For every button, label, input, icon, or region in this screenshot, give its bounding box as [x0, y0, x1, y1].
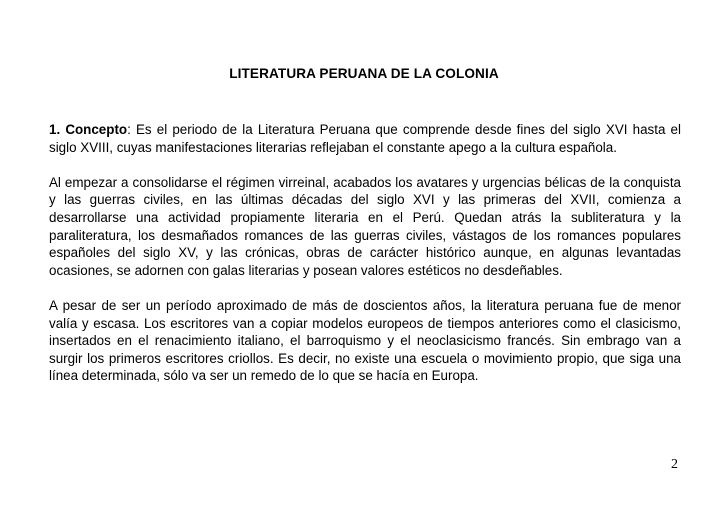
- paragraph-concepto: [49, 121, 681, 156]
- paragraph-3: A pesar de ser un período aproximado de más de doscientos años, la literatura peruana fue de menor valía y escasa. Los escritores van a copiar modelos europeos de tiempos anteriores como el clasicismo, insertados en el renacimiento italiano, el barroquismo y el neoclasicismo francés. Sin embrago van a surgir los primeros escritores criollos. Es decir, no existe una escuela o movimiento propio, que siga una línea determinada, sólo va ser un remedo de lo que se hacía en Europa.: [49, 297, 681, 384]
- page-number: 2: [671, 457, 678, 472]
- section-definition: : Es el periodo de la Literatura Peruana que comprende desde fines del siglo XVI hasta el siglo XVIII, cuyas manifestaciones literarias reflejaban el constante apego a la cultura española.: [49, 122, 681, 155]
- section-term: 1. Concepto: [49, 122, 128, 137]
- paragraph-2: Al empezar a consolidarse el régimen virreinal, acabados los avatares y urgencias bélicas de la conquista y las guerras civiles, en las últimas décadas del siglo XVI y las primeras del XVII, comienza a desarrollarse una actividad propiamente literaria en el Perú. Quedan atrás la subliteratura y la paraliteratura, los desmañados romances de las guerras civiles, vástagos de los romances populares españoles del siglo XV, y las crónicas, obras de carácter histórico aunque, en algunas levantadas ocasiones, se adornen con galas literarias y posean valores estéticos no desdeñables.: [49, 174, 681, 278]
- document-body: [49, 121, 681, 403]
- document-title: LITERATURA PERUANA DE LA COLONIA: [229, 66, 499, 81]
